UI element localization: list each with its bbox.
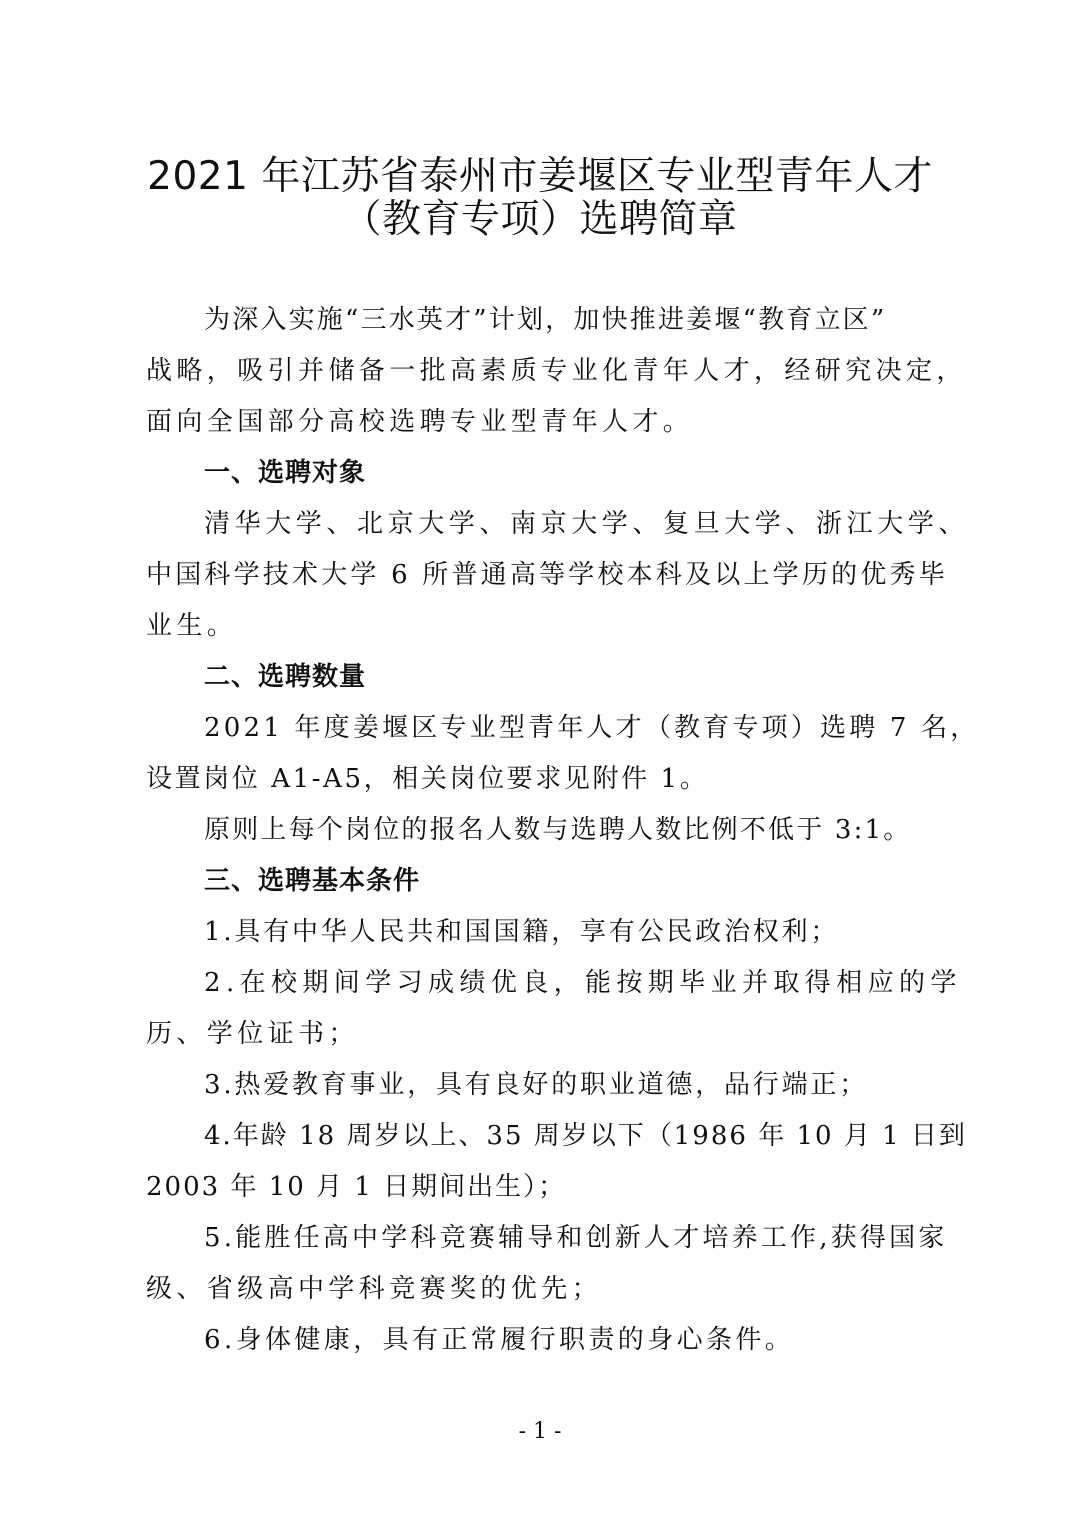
condition-3-line-1: 3.热爱教育事业，具有良好的职业道德，品行端正； [204,1070,869,1100]
condition-5-line-1: 5.能胜任高中学科竞赛辅导和创新人才培养工作,获得国家 [204,1223,948,1253]
condition-item-6 [146,1315,946,1366]
document-title-line-1: 2021 年江苏省泰州市姜堰区专业型青年人才 [147,154,933,199]
section-2-p1-line-2: 设置岗位 A1-A5，相关岗位要求见附件 1。 [146,764,709,794]
section-2-p2-line-1: 原则上每个岗位的报名人数与选聘人数比例不低于 3:1。 [204,815,912,845]
section-1-paragraph [146,499,970,652]
condition-item-2 [146,958,962,1060]
condition-item-1 [146,907,946,958]
condition-4-line-1: 4.年龄 18 周岁以上、35 周岁以下（1986 年 10 月 1 日到 [204,1121,967,1151]
section-1-heading: 一、选聘对象 [204,458,367,488]
intro-paragraph [146,295,967,448]
condition-2-line-2: 历、学位证书； [146,1019,359,1049]
section-1-line-3: 业生。 [146,611,238,641]
condition-4-line-2: 2003 年 10 月 1 日期间出生）； [146,1172,567,1202]
section-2-paragraph-2 [146,805,946,856]
section-2-heading: 二、选聘数量 [204,662,367,692]
section-1-line-2: 中国科学技术大学 6 所普通高等学校本科及以上学历的优秀毕 [146,560,948,590]
condition-item-5 [146,1213,946,1315]
condition-item-3 [146,1060,946,1111]
section-2-paragraph-1 [146,703,980,805]
condition-1-line-1: 1.具有中华人民共和国国籍，享有公民政治权利； [204,917,840,947]
document-body [146,295,980,1366]
condition-2-line-1: 2.在校期间学习成绩优良，能按期毕业并取得相应的学 [204,968,962,998]
condition-item-4 [146,1111,967,1213]
page-number: - 1 - [518,1419,562,1444]
document-title-line-2: （教育专项）选聘简章 [342,197,738,242]
section-3-heading: 三、选聘基本条件 [204,866,421,896]
section-1-line-1: 清华大学、北京大学、南京大学、复旦大学、浙江大学、 [204,509,970,539]
intro-line-3: 面向全国部分高校选聘专业型青年人才。 [146,407,694,437]
section-2-p1-line-1: 2021 年度姜堰区专业型青年人才（教育专项）选聘 7 名， [204,713,980,743]
intro-line-1: 为深入实施“三水英才”计划，加快推进姜堰“教育立区” [204,305,887,335]
condition-5-line-2: 级、省级高中学科竞赛奖的优先； [146,1274,603,1304]
condition-6-line-1: 6.身体健康，具有正常履行职责的身心条件。 [204,1325,795,1355]
intro-line-2: 战略，吸引并储备一批高素质专业化青年人才，经研究决定， [146,356,967,386]
